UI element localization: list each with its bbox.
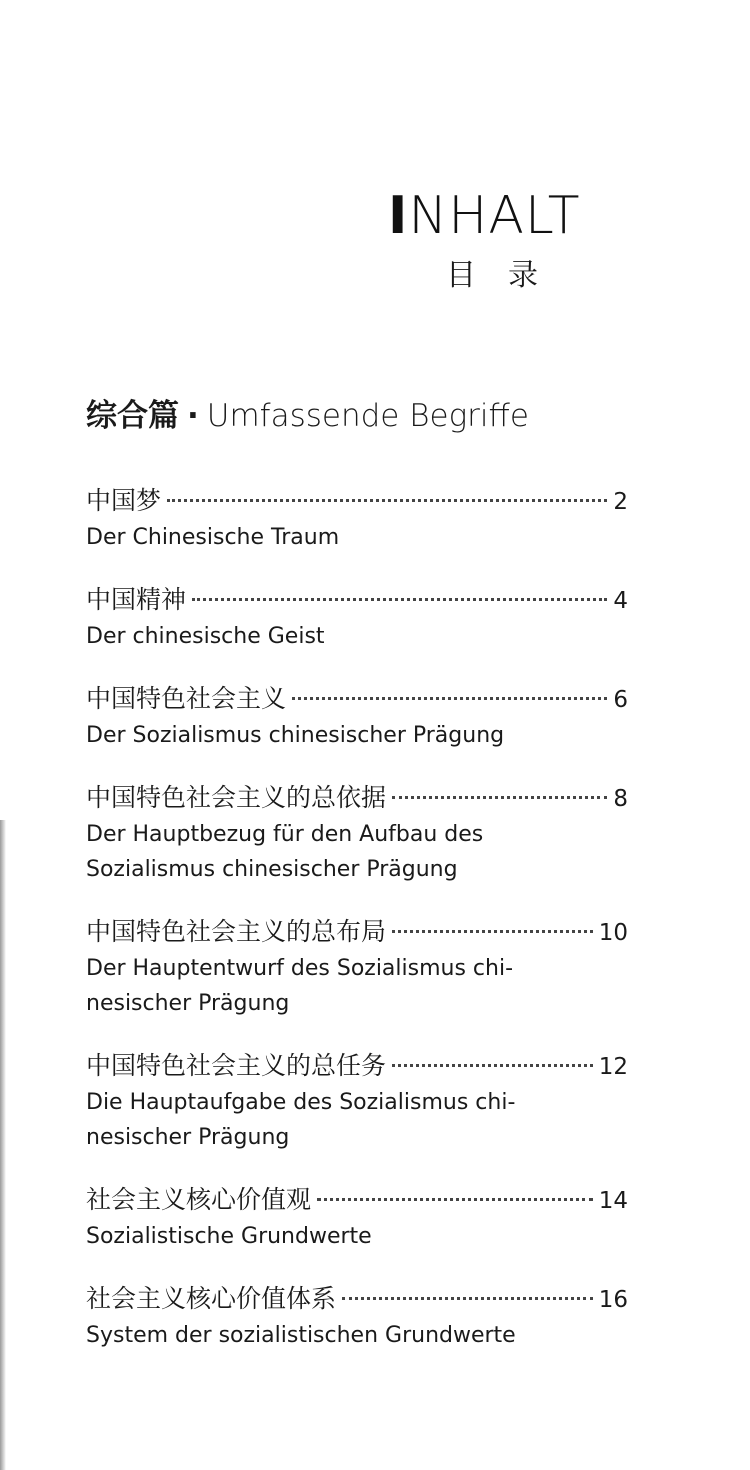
toc-entry-page: 14 — [598, 1188, 628, 1214]
toc-entry-chinese: 社会主义核心价值体系 — [86, 1284, 337, 1313]
page-subtitle: 目录 — [446, 258, 570, 293]
toc-entry[interactable] — [86, 1047, 628, 1155]
page-edge-shadow — [0, 820, 6, 1470]
toc-entry-chinese: 中国特色社会主义 — [86, 684, 287, 713]
section-heading-german: Umfassende Begriffe — [206, 398, 529, 434]
dot-leader — [192, 598, 607, 601]
toc-entry-row — [86, 1280, 628, 1318]
toc-entry-row — [86, 1181, 628, 1219]
dot-leader — [317, 1198, 593, 1201]
section-heading-separator: · — [187, 398, 199, 434]
toc-entry-page: 10 — [598, 920, 628, 946]
toc-entry-german: Der Chinesische Traum — [86, 525, 340, 550]
toc-entry-row — [86, 913, 628, 951]
toc-entry-row — [86, 779, 628, 817]
toc-entry-page: 6 — [613, 687, 628, 713]
toc-entry-row — [86, 1047, 628, 1085]
toc-entry-page: 16 — [598, 1287, 628, 1313]
toc-entry-chinese: 中国特色社会主义的总任务 — [86, 1051, 387, 1080]
toc-entry-page: 2 — [613, 489, 628, 515]
toc-entry-row — [86, 581, 628, 619]
toc-entry-chinese: 中国精神 — [86, 585, 187, 614]
toc-entry-row — [86, 680, 628, 718]
toc-entry[interactable] — [86, 680, 628, 753]
toc-entry[interactable] — [86, 581, 628, 654]
toc-entry-chinese: 中国特色社会主义的总依据 — [86, 783, 387, 812]
toc-entry-german: Sozialistische Grundwerte — [86, 1224, 372, 1249]
toc-entry[interactable] — [86, 1181, 628, 1254]
table-of-contents — [86, 482, 628, 1379]
section-heading-chinese: 综合篇 — [86, 398, 179, 434]
dot-leader — [167, 499, 607, 502]
toc-entry[interactable] — [86, 1280, 628, 1353]
dot-leader — [292, 697, 607, 700]
dot-leader — [342, 1297, 593, 1300]
toc-entry-page: 8 — [613, 786, 628, 812]
title-rest: NHALT — [408, 186, 581, 246]
dot-leader — [392, 796, 607, 799]
section-heading — [86, 396, 529, 436]
toc-entry-page: 12 — [598, 1054, 628, 1080]
toc-entry-chinese: 中国梦 — [86, 486, 162, 515]
toc-entry-german: Die Hauptaufgabe des Sozialismus chi- nesischer Prägung — [86, 1090, 516, 1150]
toc-entry-page: 4 — [613, 588, 628, 614]
toc-entry-chinese: 社会主义核心价值观 — [86, 1185, 312, 1214]
toc-entry[interactable] — [86, 482, 628, 555]
dot-leader — [392, 1064, 593, 1067]
toc-entry-row — [86, 482, 628, 520]
title-first-letter: I — [388, 186, 409, 246]
dot-leader — [392, 930, 593, 933]
toc-entry-german: Der chinesische Geist — [86, 624, 325, 649]
toc-entry-german: System der sozialistischen Grundwerte — [86, 1323, 516, 1348]
toc-entry[interactable] — [86, 779, 628, 887]
toc-entry[interactable] — [86, 913, 628, 1021]
toc-entry-german: Der Hauptentwurf des Sozialismus chi- nesischer Prägung — [86, 956, 514, 1016]
toc-entry-german: Der Hauptbezug für den Aufbau des Sozialismus chinesischer Prägung — [86, 822, 484, 882]
toc-entry-german: Der Sozialismus chinesischer Prägung — [86, 723, 505, 748]
page-title — [388, 186, 581, 246]
toc-entry-chinese: 中国特色社会主义的总布局 — [86, 917, 387, 946]
